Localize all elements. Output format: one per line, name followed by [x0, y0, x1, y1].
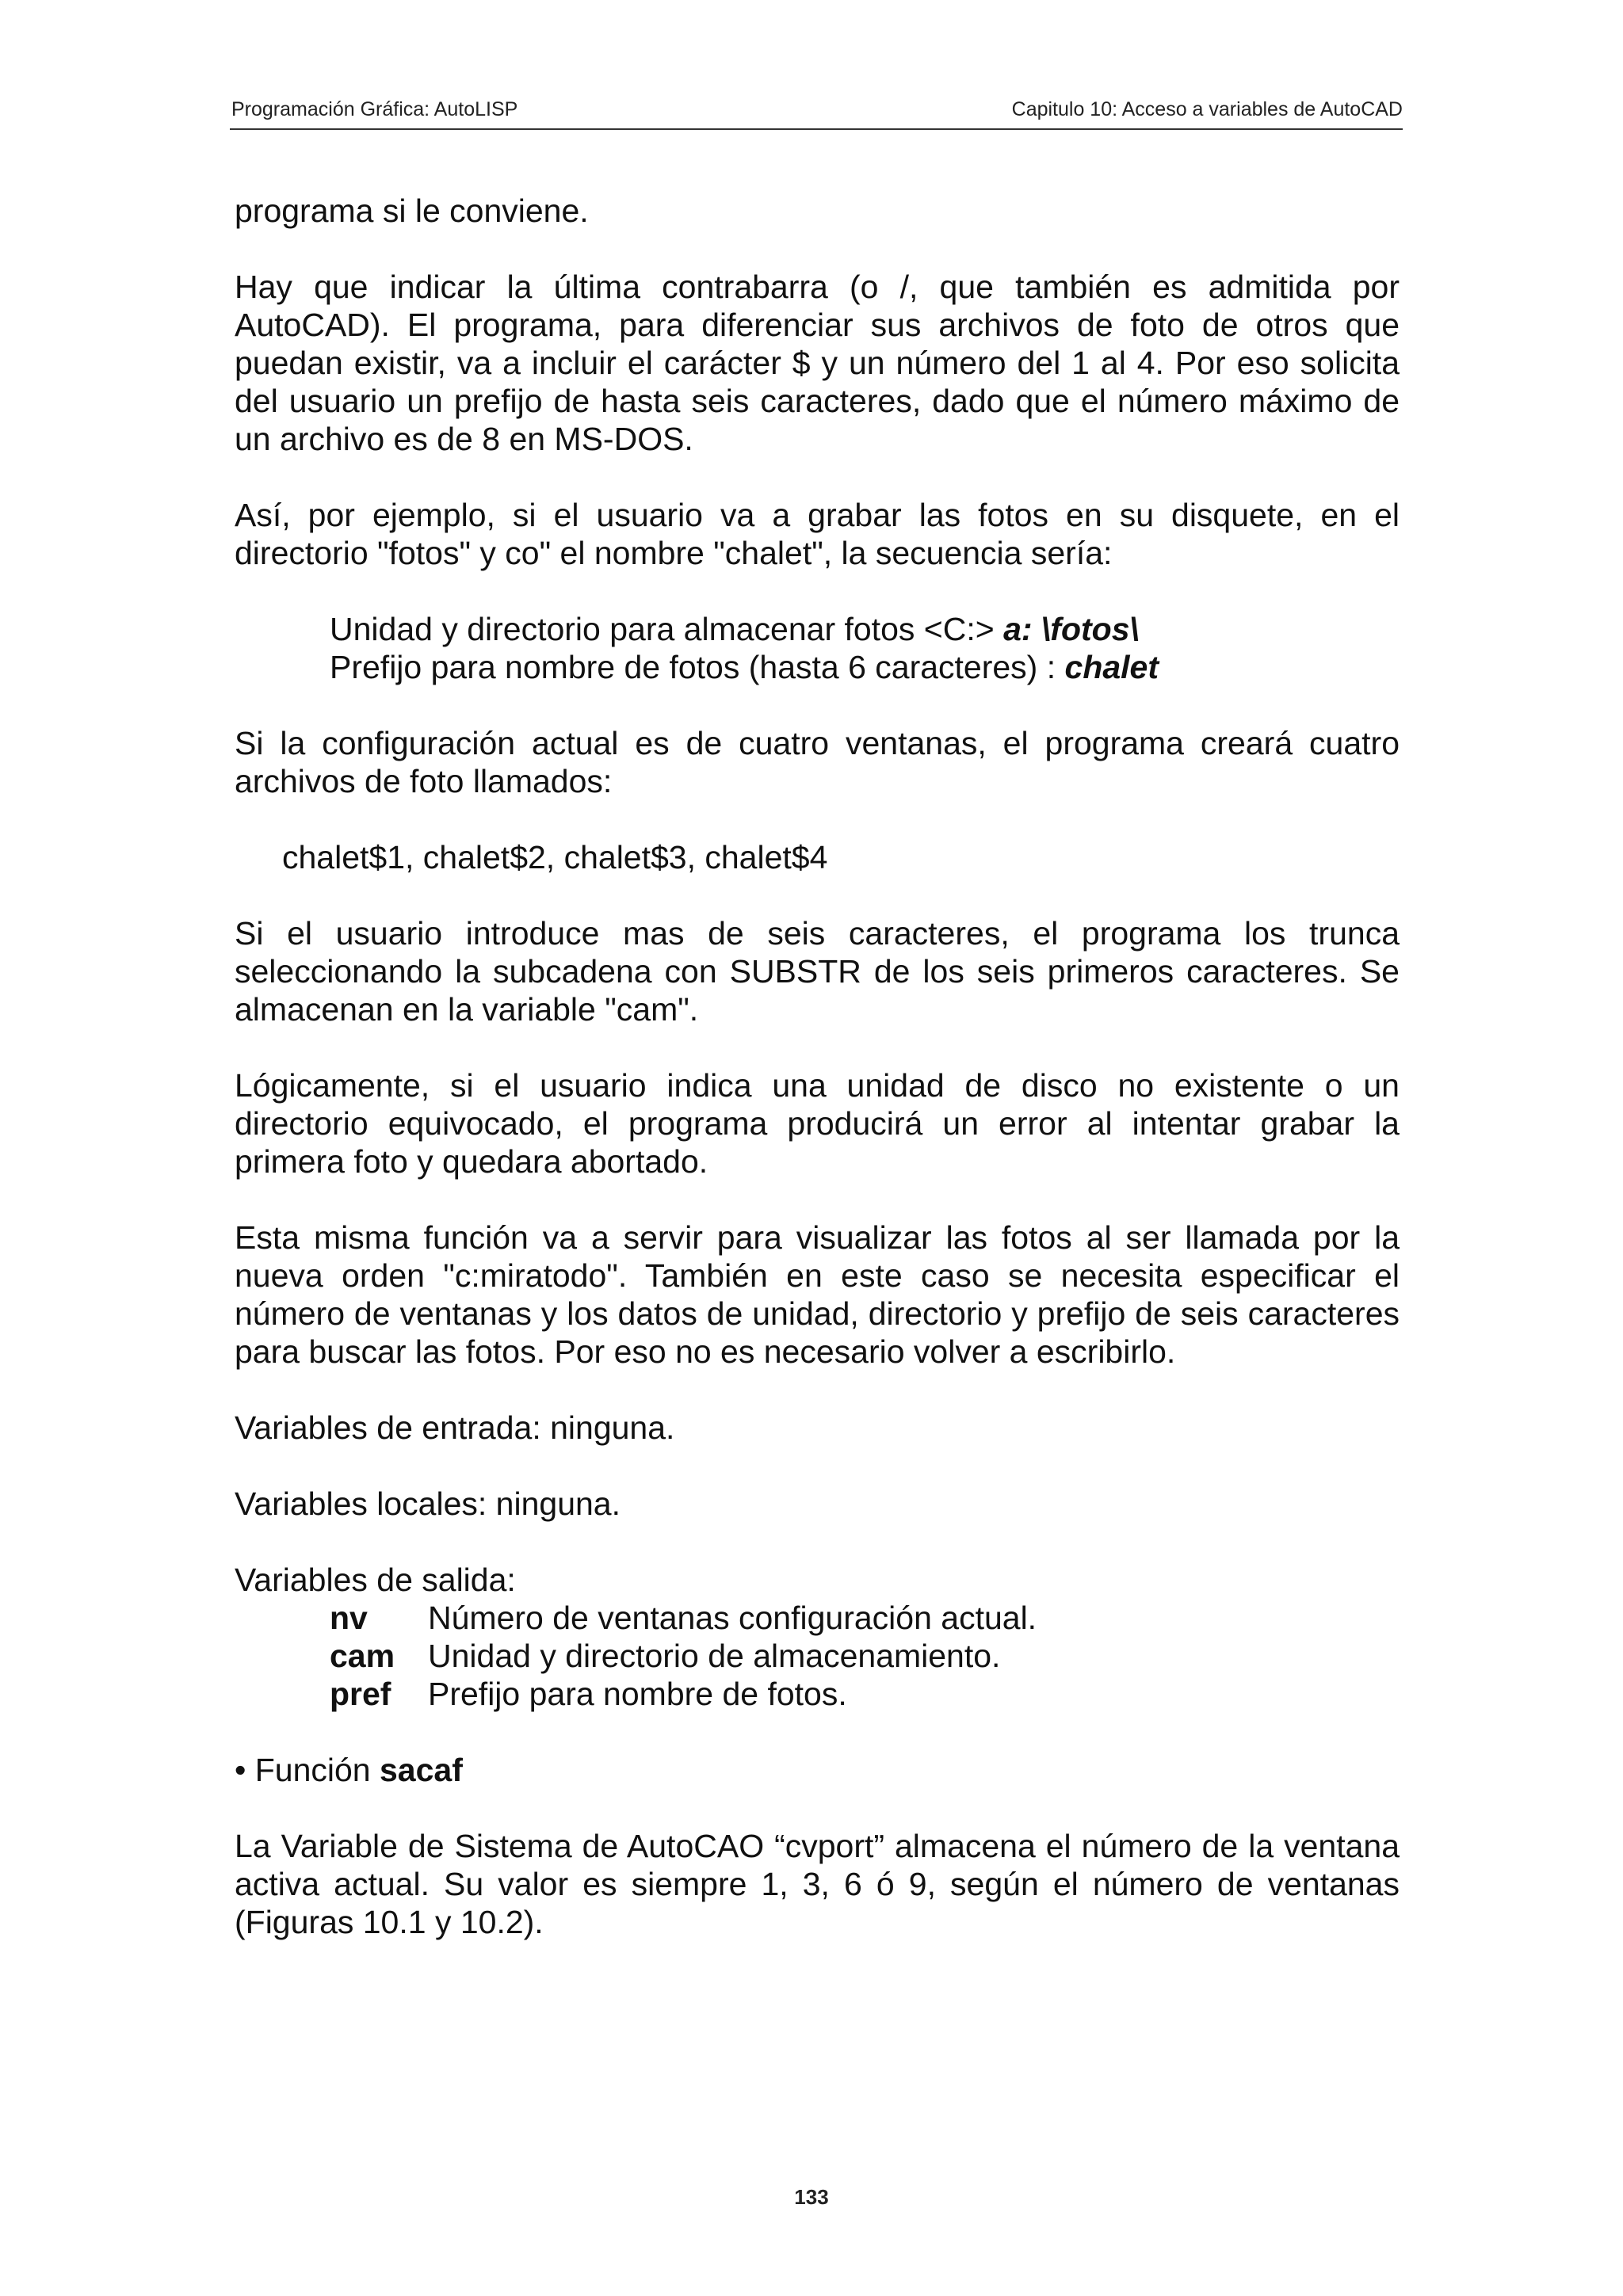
paragraph-5: Si el usuario introduce mas de seis caracteres, el programa los trunca seleccionando la subcadena con SUBSTR de los seis primeros caracteres. Se almacenan en la variable "cam".: [235, 915, 1400, 1028]
function-heading: [235, 1751, 1400, 1789]
header-book-title: Programación Gráfica: AutoLISP: [231, 98, 518, 120]
prompt-sequence: [330, 610, 1400, 686]
list-item: [330, 1637, 1400, 1675]
var-desc: Unidad y directorio de almacenamiento.: [428, 1638, 1001, 1674]
paragraph-output-vars: Variables de salida:: [235, 1562, 516, 1598]
prompt-input: a: \fotos\: [1003, 611, 1139, 647]
var-name: cam: [330, 1638, 395, 1674]
prompt-line-1: [330, 610, 1400, 648]
paragraph-local-vars: Variables locales: ninguna.: [235, 1486, 621, 1522]
paragraph-2: Hay que indicar la última contrabarra (o /, que también es admitida por AutoCAD). El programa, para diferenciar sus archivos de foto de otros que puedan existir, va a incluir el carácter $ y un número del 1 al 4. Por eso solicita del usuario un prefijo de hasta seis caracteres, dado que el número máximo de un archivo es de 8 en MS-DOS.: [235, 269, 1400, 457]
prompt-line-2: [330, 648, 1400, 686]
prompt-text: Unidad y directorio para almacenar fotos <C:>: [330, 611, 1004, 647]
paragraph-6: Lógicamente, si el usuario indica una unidad de disco no existente o un directorio equivocado, el programa producirá un error al intentar grabar la primera foto y quedara abortado.: [235, 1067, 1400, 1180]
var-desc: Número de ventanas configuración actual.: [428, 1600, 1037, 1636]
paragraph-7: Esta misma función va a servir para visualizar las fotos al ser llamada por la nueva orden "c:miratodo". También en este caso se necesita especificar el número de ventanas y los datos de unidad, directorio y prefijo de seis caracteres para buscar las fotos. Por eso no es necesario volver a escribirlo.: [235, 1219, 1400, 1370]
prompt-input: chalet: [1064, 649, 1159, 685]
list-item: [330, 1599, 1400, 1637]
paragraph-3: Así, por ejemplo, si el usuario va a grabar las fotos en su disquete, en el directorio "fotos" y co" el nombre "chalet", la secuencia sería:: [235, 497, 1400, 571]
output-vars-list: [330, 1599, 1400, 1713]
paragraph-1: programa si le conviene.: [235, 193, 589, 229]
function-heading-prefix: • Función: [235, 1752, 380, 1788]
paragraph-12: La Variable de Sistema de AutoCAO “cvport” almacena el número de la ventana activa actual. Su valor es siempre 1, 3, 6 ó 9, según el número de ventanas (Figuras 10.1 y 10.2).: [235, 1828, 1400, 1940]
list-item: [330, 1675, 1400, 1713]
page-header: [230, 93, 1403, 130]
var-name: pref: [330, 1676, 391, 1712]
page-number: 133: [794, 2185, 829, 2209]
page-body: [235, 192, 1400, 1979]
paragraph-4: Si la configuración actual es de cuatro ventanas, el programa creará cuatro archivos de foto llamados:: [235, 725, 1400, 799]
header-chapter-title: Capitulo 10: Acceso a variables de AutoCAD: [1011, 98, 1403, 120]
function-name: sacaf: [380, 1752, 463, 1788]
var-name: nv: [330, 1600, 368, 1636]
var-desc: Prefijo para nombre de fotos.: [428, 1676, 847, 1712]
paragraph-input-vars: Variables de entrada: ninguna.: [235, 1409, 675, 1446]
prompt-text: Prefijo para nombre de fotos (hasta 6 caracteres) :: [330, 649, 1065, 685]
photo-files-list: chalet$1, chalet$2, chalet$3, chalet$4: [282, 839, 828, 875]
